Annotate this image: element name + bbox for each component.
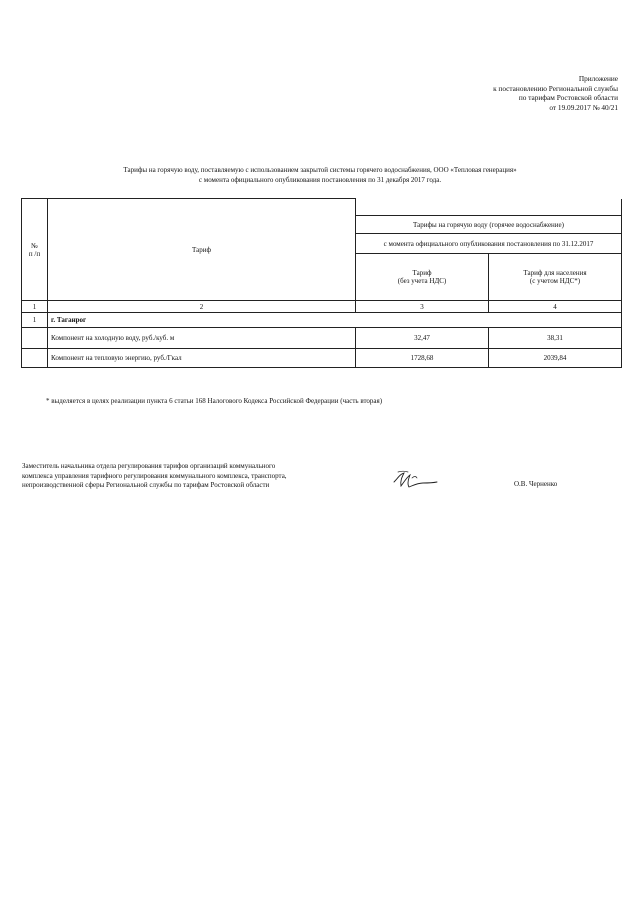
header-number: № п /п: [22, 199, 48, 301]
title-line-1: Тарифы на горячую воду, поставляемую с использованием закрытой системы горячего водоснабжения, ООО «Тепловая генерация»: [123, 166, 517, 174]
city-row: [22, 313, 622, 328]
tariff-table: [21, 198, 622, 368]
signer-position: [22, 462, 352, 491]
appendix-block: [493, 74, 618, 112]
column-numbers-row: [22, 301, 622, 313]
signer-position-line-2: комплекса управления тарифного регулирования коммунального комплекса, транспорта,: [22, 471, 287, 480]
header-tariff-population: Тариф для населения (с учетом НДС*): [489, 254, 622, 301]
signer-name: О.В. Черненко: [514, 480, 558, 488]
header-tariff-no-vat: Тариф (без учета НДС): [356, 254, 489, 301]
tariff-value: 32,47: [356, 328, 489, 349]
appendix-resolution: к постановлению Региональной службы: [493, 83, 618, 93]
component-name: Компонент на тепловую энергию, руб./Гкал: [48, 349, 356, 368]
appendix-title: Приложение: [578, 74, 618, 83]
appendix-date-number: от 19.09.2017 № 40/21: [549, 102, 618, 112]
appendix-authority: по тарифам Ростовской области: [518, 93, 618, 103]
document-title: [60, 166, 580, 185]
signer-position-line-3: непроизводственной сферы Региональной службы по тарифам Ростовской области: [22, 481, 270, 489]
column-number: 3: [356, 301, 489, 313]
table-row: [22, 328, 622, 349]
city-name: г. Таганрог: [48, 313, 622, 328]
column-number: 2: [48, 301, 356, 313]
header-period: с момента официального опубликования постановления по 31.12.2017: [356, 234, 622, 254]
header-tariff: Тариф: [48, 199, 356, 301]
population-tariff-value: 2039,84: [489, 349, 622, 368]
header-group: Тарифы на горячую воду (горячее водоснабжение): [356, 216, 622, 234]
column-number: 1: [22, 301, 48, 313]
population-tariff-value: 38,31: [489, 328, 622, 349]
signer-position-line-1: Заместитель начальника отдела регулирования тарифов организаций коммунального: [22, 462, 276, 470]
title-line-2: с момента официального опубликования постановления по 31 декабря 2017 года.: [198, 175, 442, 184]
component-name: Компонент на холодную воду, руб./куб. м: [48, 328, 356, 349]
city-row-number: 1: [22, 313, 48, 328]
table-row: [22, 349, 622, 368]
tariff-value: 1728,68: [356, 349, 489, 368]
footnote: * выделяется в целях реализации пункта 6 статьи 168 Налогового Кодекса Российской Федерации (часть вторая): [46, 397, 383, 405]
handwritten-signature: [392, 468, 442, 497]
column-number: 4: [489, 301, 622, 313]
